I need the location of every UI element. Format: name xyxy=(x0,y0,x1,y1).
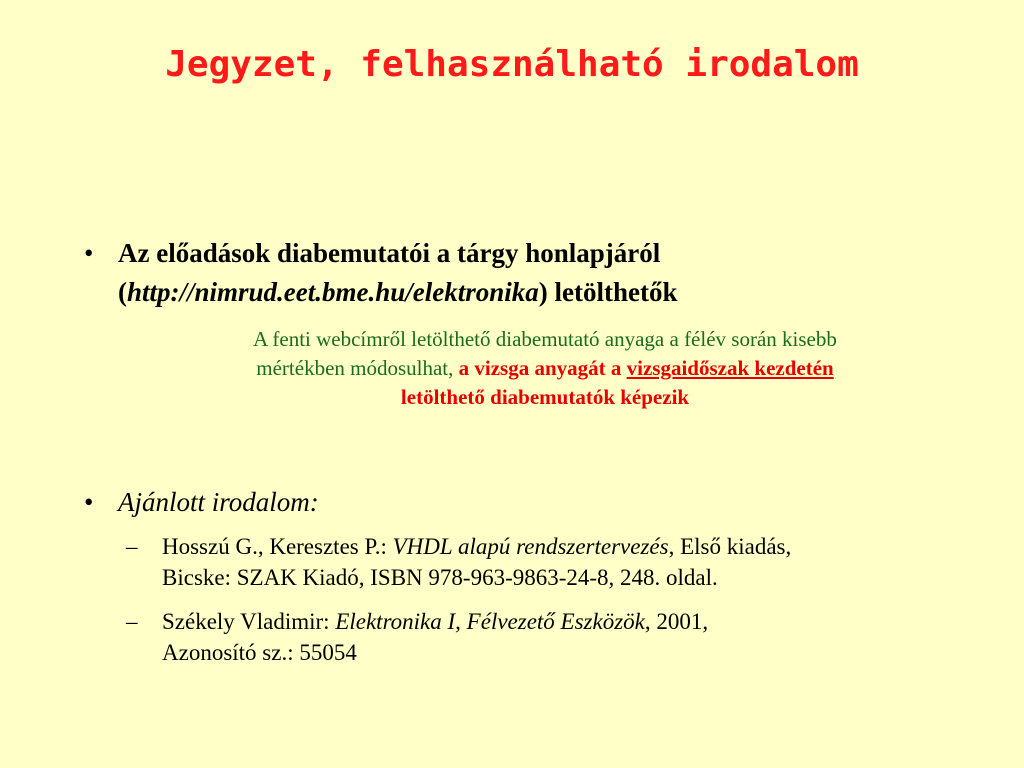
bullet-marker: • xyxy=(84,238,94,268)
note-highlight-1: a vizsga anyagát a xyxy=(458,356,627,380)
bullet-label: Ajánlott irodalom: xyxy=(118,487,319,517)
dash-marker: – xyxy=(126,534,138,559)
bullet-tail: ) letölthetők xyxy=(538,277,678,307)
ref-prefix: Székely Vladimir: xyxy=(162,609,336,634)
slide-title: Jegyzet, felhasználható irodalom xyxy=(165,44,859,85)
note-line1: A fenti webcímről letölthető diabemutató anyaga a félév során kisebb xyxy=(253,327,837,351)
reference-item xyxy=(126,531,966,593)
open-paren: ( xyxy=(118,277,127,307)
bullet-recommended-literature xyxy=(84,483,964,522)
ref-title: VHDL alapú rendszertervezés xyxy=(392,534,669,559)
note-paragraph xyxy=(140,325,950,412)
note-highlight-2: letölthető diabemutatók képezik xyxy=(400,385,690,409)
bullet-lecture-slides xyxy=(84,234,964,312)
note-highlight-underlined: vizsgaidőszak kezdetén xyxy=(626,356,834,380)
note-line2-start: mértékben módosulhat, xyxy=(256,356,459,380)
ref-suffix: , 2001, xyxy=(644,609,709,634)
ref-title: Elektronika I, Félvezető Eszközök xyxy=(335,609,645,634)
bullet-marker: • xyxy=(84,487,94,517)
bullet-text xyxy=(118,234,964,312)
ref-suffix: , Első kiadás, xyxy=(668,534,792,559)
bullet-line1: Az előadások diabemutatói a tárgy honlapjáról xyxy=(118,238,661,268)
reference-text xyxy=(162,531,966,593)
reference-item xyxy=(126,606,966,668)
dash-marker: – xyxy=(126,609,138,634)
ref-prefix: Hosszú G., Keresztes P.: xyxy=(162,534,393,559)
course-url-link[interactable]: http://nimrud.eet.bme.hu/elektronika xyxy=(127,277,539,307)
reference-text xyxy=(162,606,966,668)
ref-line2: Azonosító sz.: 55054 xyxy=(162,640,357,665)
ref-line2: Bicske: SZAK Kiadó, ISBN 978-963-9863-24-8, 248. oldal. xyxy=(162,565,718,590)
